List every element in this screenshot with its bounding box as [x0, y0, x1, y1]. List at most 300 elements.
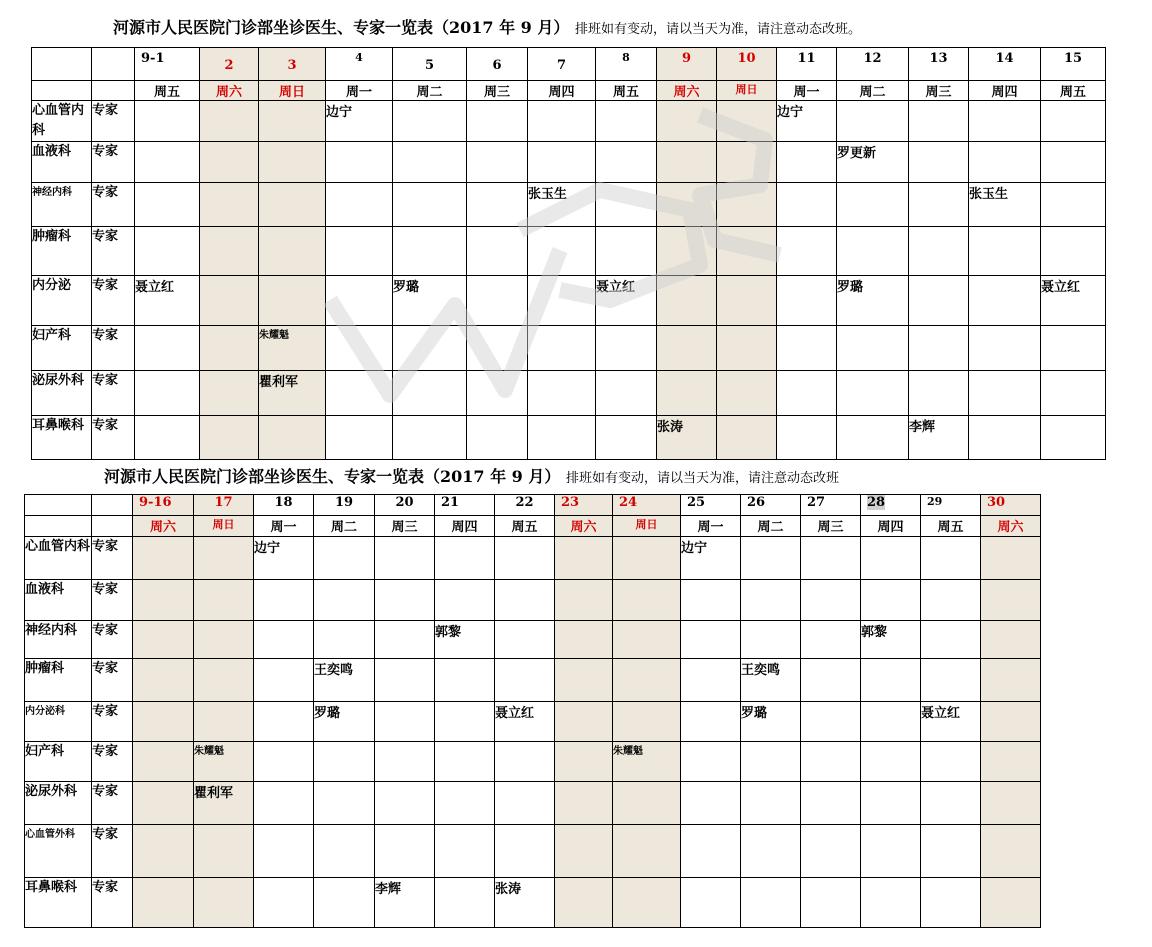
schedule-cell — [969, 371, 1041, 416]
schedule-cell — [837, 326, 909, 371]
date-header: 21 — [435, 495, 495, 516]
schedule-cell — [495, 580, 555, 621]
schedule-cell — [375, 537, 435, 580]
schedule-cell — [393, 183, 467, 227]
role-cell: 专家 — [92, 580, 133, 621]
schedule-cell — [254, 621, 314, 659]
department-cell: 泌尿外科 — [25, 782, 92, 825]
weekday-header: 周一 — [326, 81, 393, 101]
schedule-cell — [717, 326, 777, 371]
schedule-cell — [777, 416, 837, 460]
schedule-cell — [801, 621, 861, 659]
table-row — [32, 101, 1106, 142]
table-row — [32, 183, 1106, 227]
schedule-cell — [861, 702, 921, 742]
schedule-cell — [681, 659, 741, 702]
schedule-cell — [467, 101, 528, 142]
department-cell: 心血管外科 — [25, 825, 92, 878]
table-row — [25, 782, 1041, 825]
schedule-cell — [741, 878, 801, 928]
schedule-cell — [613, 537, 681, 580]
weekday-row — [25, 516, 1041, 537]
schedule-cell — [613, 580, 681, 621]
role-cell: 专家 — [92, 183, 135, 227]
schedule-cell — [495, 621, 555, 659]
schedule-cell — [314, 782, 375, 825]
schedule-cell — [861, 580, 921, 621]
schedule-cell — [200, 101, 259, 142]
schedule-cell — [613, 702, 681, 742]
weekday-header: 周二 — [393, 81, 467, 101]
schedule-cell — [921, 659, 981, 702]
schedule-cell: 张玉生 — [969, 183, 1041, 227]
schedule-table-1 — [31, 47, 1106, 460]
schedule-cell — [613, 659, 681, 702]
date-header: 14 — [969, 48, 1041, 81]
schedule-cell — [259, 142, 326, 183]
schedule-cell — [909, 276, 969, 326]
schedule-cell: 边宁 — [777, 101, 837, 142]
schedule-cell — [133, 580, 194, 621]
table-row — [25, 742, 1041, 782]
schedule-cell — [314, 742, 375, 782]
table-row — [32, 416, 1106, 460]
schedule-cell — [314, 825, 375, 878]
schedule-cell — [254, 825, 314, 878]
schedule-cell — [194, 659, 254, 702]
date-header: 6 — [467, 48, 528, 81]
schedule-cell — [254, 782, 314, 825]
schedule-cell — [909, 371, 969, 416]
schedule-cell — [375, 825, 435, 878]
schedule-cell: 李辉 — [375, 878, 435, 928]
schedule-cell — [200, 227, 259, 276]
schedule-cell — [133, 659, 194, 702]
schedule-cell — [909, 142, 969, 183]
weekday-header: 周一 — [254, 516, 314, 537]
schedule-cell — [909, 183, 969, 227]
schedule-cell — [657, 227, 717, 276]
schedule-cell — [741, 742, 801, 782]
schedule-cell: 李辉 — [909, 416, 969, 460]
date-header: 3 — [259, 48, 326, 81]
schedule-cell: 罗更新 — [837, 142, 909, 183]
schedule-cell: 聂立红 — [135, 276, 200, 326]
schedule-cell: 罗璐 — [393, 276, 467, 326]
schedule-cell — [777, 276, 837, 326]
schedule-cell — [259, 183, 326, 227]
schedule-cell — [777, 326, 837, 371]
role-cell: 专家 — [92, 101, 135, 142]
date-header: 4 — [326, 48, 393, 81]
department-cell: 神经内科 — [25, 621, 92, 659]
date-header: 27 — [801, 495, 861, 516]
date-header: 8 — [596, 48, 657, 81]
schedule-cell — [375, 621, 435, 659]
date-header: 29 — [921, 495, 981, 516]
table-row — [25, 825, 1041, 878]
schedule-cell — [981, 742, 1041, 782]
schedule-cell — [613, 825, 681, 878]
date-header: 5 — [393, 48, 467, 81]
schedule-cell: 张涛 — [657, 416, 717, 460]
schedule-cell — [133, 878, 194, 928]
schedule-cell — [326, 227, 393, 276]
role-cell: 专家 — [92, 371, 135, 416]
schedule-cell — [314, 621, 375, 659]
weekday-header: 周五 — [135, 81, 200, 101]
schedule-cell — [326, 416, 393, 460]
schedule-cell — [375, 742, 435, 782]
table1-title: 河源市人民医院门诊部坐诊医生、专家一览表（2017 年 9 月） — [113, 18, 570, 37]
schedule-cell — [837, 101, 909, 142]
schedule-cell: 边宁 — [326, 101, 393, 142]
schedule-cell — [861, 742, 921, 782]
schedule-cell — [254, 659, 314, 702]
date-header: 9 — [657, 48, 717, 81]
weekday-header: 周三 — [375, 516, 435, 537]
department-cell: 泌尿外科 — [32, 371, 92, 416]
department-cell: 耳鼻喉科 — [32, 416, 92, 460]
corner-cell — [25, 516, 92, 537]
schedule-cell — [528, 227, 596, 276]
weekday-header: 周五 — [596, 81, 657, 101]
schedule-cell — [200, 371, 259, 416]
schedule-cell — [681, 702, 741, 742]
table-row — [32, 227, 1106, 276]
schedule-cell — [657, 183, 717, 227]
schedule-cell — [555, 825, 613, 878]
schedule-cell — [596, 371, 657, 416]
schedule-cell — [596, 101, 657, 142]
weekday-header: 周一 — [777, 81, 837, 101]
schedule-cell — [921, 580, 981, 621]
schedule-table-2 — [24, 494, 1041, 928]
schedule-cell — [801, 702, 861, 742]
department-cell: 内分泌 — [32, 276, 92, 326]
schedule-cell — [981, 825, 1041, 878]
date-header: 13 — [909, 48, 969, 81]
schedule-cell — [777, 183, 837, 227]
schedule-cell — [194, 878, 254, 928]
schedule-cell — [801, 782, 861, 825]
schedule-cell — [555, 659, 613, 702]
schedule-cell — [861, 782, 921, 825]
corner-cell — [32, 81, 92, 101]
corner-cell — [92, 495, 133, 516]
schedule-cell — [861, 537, 921, 580]
schedule-cell — [326, 276, 393, 326]
schedule-cell — [495, 659, 555, 702]
date-header: 7 — [528, 48, 596, 81]
schedule-cell — [717, 101, 777, 142]
schedule-cell — [981, 702, 1041, 742]
date-header: 2 — [200, 48, 259, 81]
department-cell: 血液科 — [25, 580, 92, 621]
schedule-cell — [613, 782, 681, 825]
department-cell: 血液科 — [32, 142, 92, 183]
schedule-cell — [133, 702, 194, 742]
date-header: 10 — [717, 48, 777, 81]
weekday-header: 周五 — [495, 516, 555, 537]
schedule-cell — [435, 702, 495, 742]
schedule-cell — [200, 276, 259, 326]
schedule-cell — [801, 878, 861, 928]
date-header: 24 — [613, 495, 681, 516]
schedule-cell — [837, 183, 909, 227]
schedule-cell — [135, 183, 200, 227]
date-header: 20 — [375, 495, 435, 516]
department-cell: 心血管内科 — [32, 101, 92, 142]
schedule-cell — [777, 142, 837, 183]
schedule-cell: 朱耀魁 — [194, 742, 254, 782]
schedule-cell — [555, 782, 613, 825]
schedule-cell — [555, 621, 613, 659]
role-cell: 专家 — [92, 276, 135, 326]
schedule-cell — [133, 742, 194, 782]
schedule-cell: 瞿利军 — [194, 782, 254, 825]
schedule-cell — [555, 580, 613, 621]
schedule-cell — [314, 580, 375, 621]
schedule-cell — [528, 101, 596, 142]
corner-cell — [92, 516, 133, 537]
department-cell: 神经内科 — [32, 183, 92, 227]
schedule-cell — [393, 142, 467, 183]
schedule-cell — [741, 537, 801, 580]
schedule-cell: 聂立红 — [1041, 276, 1106, 326]
schedule-cell — [467, 326, 528, 371]
schedule-cell — [259, 276, 326, 326]
schedule-cell — [555, 742, 613, 782]
schedule-cell — [326, 142, 393, 183]
schedule-cell — [135, 371, 200, 416]
role-cell: 专家 — [92, 227, 135, 276]
schedule-cell — [435, 742, 495, 782]
schedule-cell — [681, 782, 741, 825]
schedule-cell — [1041, 326, 1106, 371]
schedule-cell — [435, 782, 495, 825]
schedule-cell — [657, 276, 717, 326]
schedule-cell — [777, 227, 837, 276]
schedule-cell: 王奕鸣 — [741, 659, 801, 702]
schedule-cell — [133, 782, 194, 825]
schedule-cell — [555, 537, 613, 580]
schedule-cell — [801, 580, 861, 621]
schedule-cell — [596, 142, 657, 183]
table2-title-line — [104, 464, 839, 487]
schedule-cell — [921, 825, 981, 878]
table-row — [32, 142, 1106, 183]
schedule-cell — [861, 878, 921, 928]
weekday-header: 周四 — [969, 81, 1041, 101]
weekday-header: 周六 — [657, 81, 717, 101]
schedule-cell — [981, 537, 1041, 580]
schedule-cell — [528, 416, 596, 460]
weekday-header: 周四 — [528, 81, 596, 101]
schedule-cell — [194, 825, 254, 878]
schedule-cell — [435, 659, 495, 702]
schedule-cell — [194, 537, 254, 580]
weekday-header: 周日 — [717, 81, 777, 101]
schedule-cell — [254, 702, 314, 742]
schedule-cell — [837, 371, 909, 416]
schedule-cell — [200, 416, 259, 460]
schedule-cell — [921, 621, 981, 659]
date-row — [25, 495, 1041, 516]
schedule-cell — [681, 580, 741, 621]
schedule-cell — [259, 227, 326, 276]
schedule-cell — [495, 742, 555, 782]
schedule-cell — [717, 183, 777, 227]
schedule-cell — [861, 825, 921, 878]
corner-cell — [92, 81, 135, 101]
schedule-cell — [777, 371, 837, 416]
date-row — [32, 48, 1106, 81]
schedule-cell — [801, 537, 861, 580]
date-highlight: 28 — [867, 495, 886, 510]
schedule-cell — [435, 825, 495, 878]
table-row — [25, 878, 1041, 928]
schedule-cell: 聂立红 — [921, 702, 981, 742]
schedule-cell — [981, 878, 1041, 928]
schedule-cell — [133, 825, 194, 878]
department-cell: 妇产科 — [32, 326, 92, 371]
date-header: 25 — [681, 495, 741, 516]
schedule-cell: 聂立红 — [495, 702, 555, 742]
schedule-cell — [495, 537, 555, 580]
table-row — [32, 371, 1106, 416]
schedule-cell — [1041, 227, 1106, 276]
date-header: 26 — [741, 495, 801, 516]
schedule-cell — [981, 782, 1041, 825]
schedule-cell — [495, 825, 555, 878]
schedule-cell — [200, 326, 259, 371]
department-cell: 耳鼻喉科 — [25, 878, 92, 928]
schedule-cell — [326, 326, 393, 371]
weekday-header: 周三 — [467, 81, 528, 101]
schedule-cell — [393, 227, 467, 276]
schedule-cell — [528, 142, 596, 183]
schedule-cell — [314, 878, 375, 928]
schedule-cell — [133, 621, 194, 659]
schedule-cell — [596, 416, 657, 460]
weekday-header: 周六 — [981, 516, 1041, 537]
schedule-cell — [657, 371, 717, 416]
schedule-cell — [467, 142, 528, 183]
weekday-header: 周二 — [314, 516, 375, 537]
schedule-cell — [969, 101, 1041, 142]
schedule-cell — [981, 659, 1041, 702]
role-cell: 专家 — [92, 416, 135, 460]
schedule-cell — [495, 782, 555, 825]
weekday-header: 周五 — [921, 516, 981, 537]
table2-note: 排班如有变动，请以当天为准，请注意动态改班 — [565, 471, 839, 486]
schedule-cell — [254, 580, 314, 621]
corner-cell — [32, 48, 92, 81]
schedule-cell — [135, 101, 200, 142]
role-cell: 专家 — [92, 537, 133, 580]
schedule-cell — [969, 142, 1041, 183]
schedule-cell — [326, 183, 393, 227]
schedule-cell — [528, 276, 596, 326]
schedule-cell — [596, 183, 657, 227]
schedule-cell — [657, 142, 717, 183]
weekday-header: 周二 — [837, 81, 909, 101]
schedule-cell — [194, 702, 254, 742]
schedule-cell — [133, 537, 194, 580]
schedule-cell — [393, 371, 467, 416]
weekday-header: 周六 — [555, 516, 613, 537]
schedule-cell — [435, 878, 495, 928]
schedule-cell — [741, 825, 801, 878]
date-header: 19 — [314, 495, 375, 516]
schedule-cell — [375, 782, 435, 825]
date-header: 17 — [194, 495, 254, 516]
schedule-cell: 罗璐 — [741, 702, 801, 742]
schedule-cell — [969, 276, 1041, 326]
date-header: 30 — [981, 495, 1041, 516]
schedule-cell — [467, 371, 528, 416]
schedule-cell — [528, 371, 596, 416]
role-cell: 专家 — [92, 142, 135, 183]
corner-cell — [92, 48, 135, 81]
schedule-cell — [254, 742, 314, 782]
date-header: 12 — [837, 48, 909, 81]
role-cell: 专家 — [92, 825, 133, 878]
weekday-header: 周五 — [1041, 81, 1106, 101]
table1-note: 排班如有变动，请以当天为准，请注意动态改班。 — [574, 22, 861, 37]
department-cell: 妇产科 — [25, 742, 92, 782]
schedule-cell: 罗璐 — [837, 276, 909, 326]
schedule-cell — [909, 326, 969, 371]
schedule-cell — [717, 416, 777, 460]
schedule-cell — [467, 276, 528, 326]
schedule-cell — [681, 742, 741, 782]
schedule-cell — [194, 580, 254, 621]
schedule-cell: 边宁 — [681, 537, 741, 580]
schedule-cell — [528, 326, 596, 371]
date-header: 9-1 — [135, 48, 200, 81]
weekday-header: 周六 — [133, 516, 194, 537]
schedule-cell — [1041, 183, 1106, 227]
schedule-cell: 朱耀魁 — [613, 742, 681, 782]
schedule-cell — [861, 659, 921, 702]
role-cell: 专家 — [92, 878, 133, 928]
schedule-cell — [981, 580, 1041, 621]
date-header: 18 — [254, 495, 314, 516]
date-header: 11 — [777, 48, 837, 81]
table-row — [32, 276, 1106, 326]
table-row — [25, 580, 1041, 621]
schedule-cell — [467, 227, 528, 276]
schedule-cell — [393, 101, 467, 142]
role-cell: 专家 — [92, 621, 133, 659]
schedule-cell — [613, 878, 681, 928]
schedule-cell — [467, 183, 528, 227]
weekday-row — [32, 81, 1106, 101]
schedule-cell — [467, 416, 528, 460]
schedule-cell — [375, 702, 435, 742]
schedule-cell — [717, 142, 777, 183]
schedule-cell — [375, 580, 435, 621]
schedule-cell — [921, 782, 981, 825]
schedule-cell — [921, 537, 981, 580]
schedule-cell: 张玉生 — [528, 183, 596, 227]
department-cell: 内分泌科 — [25, 702, 92, 742]
schedule-cell — [375, 659, 435, 702]
schedule-cell — [969, 326, 1041, 371]
schedule-cell — [135, 326, 200, 371]
